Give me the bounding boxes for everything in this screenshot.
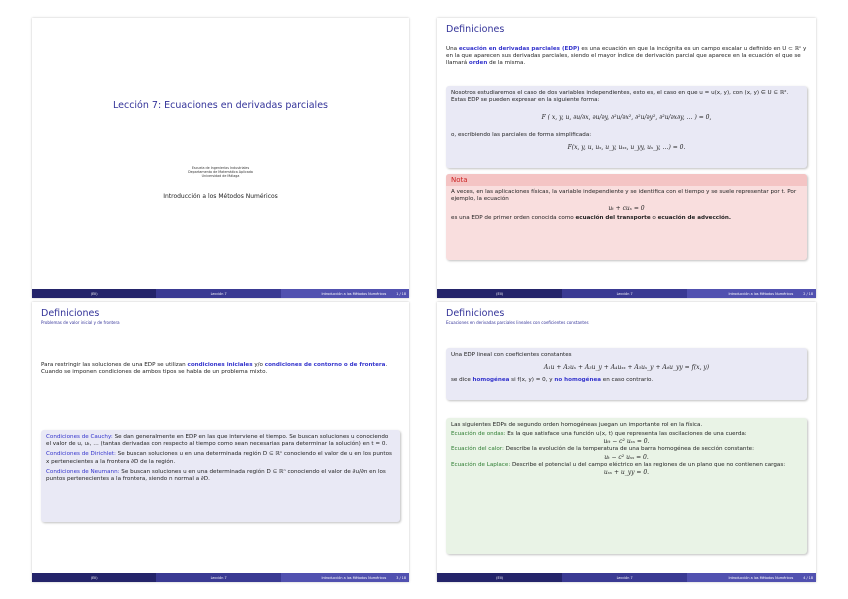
- condition-item: [46, 469, 395, 483]
- equation-text: Es la que satisface una función u(x, t) que representa las oscilaciones de una cuerda:: [507, 431, 747, 438]
- term-orden: orden: [468, 60, 488, 67]
- equation-text: Describe el potencial u del campo eléctrico en las regiones de un plano que no contienen cargas:: [512, 461, 786, 468]
- box-text: Una EDP lineal con coeficientes constantes: [451, 352, 572, 358]
- footer-center: Lección 7: [562, 573, 687, 582]
- condition-term: Condiciones de Dirichlet:: [46, 451, 116, 458]
- slide-4-subtitle: Ecuaciones en derivadas parciales lineales con coeficientes constantes: [446, 320, 589, 325]
- institution-line: Escuela de Ingenierías Industriales: [191, 166, 250, 170]
- definition-paragraph: [446, 46, 807, 68]
- condition-text: Se dan generalmente en EDP en las que interviene el tiempo. Se buscan soluciones u conociendo el valor de u, uₜ, … (tantas derivadas con respecto al tiempo como sean necesarias para determinar la solución) en t = 0.: [46, 434, 389, 448]
- footer-right: [281, 289, 409, 298]
- general-equation: F ( x, y, u, ∂u/∂x, ∂u/∂y, ∂²u/∂x², ∂²u/∂y², ∂²u/∂x∂y, … ) = 0,: [541, 114, 712, 122]
- institution-line: Universidad de Málaga: [201, 174, 240, 179]
- footer-course: Introducción a los Métodos Numéricos: [728, 291, 794, 296]
- footer-center: Lección 7: [156, 573, 280, 582]
- equation-item: [451, 462, 802, 477]
- footer-center: Lección 7: [156, 289, 280, 298]
- institution-line: Departamento de Matemática Aplicada: [188, 170, 253, 175]
- footer-left: (EII): [32, 573, 156, 582]
- equation-item: [451, 446, 802, 461]
- slide-footer: [32, 289, 409, 298]
- slide-4-title: Definiciones: [446, 308, 505, 319]
- two-variables-box: [446, 86, 807, 168]
- slide-footer: [437, 573, 816, 582]
- equation-text: Describe la evolución de la temperatura de una barra homogénea de sección constante:: [505, 446, 754, 453]
- footer-left: (EII): [437, 289, 562, 298]
- page-number: 2 / 18: [803, 291, 813, 296]
- slide-footer: [437, 289, 816, 298]
- footer-left: (EII): [437, 573, 562, 582]
- slide-3-title: Definiciones: [41, 308, 100, 319]
- laplace-equation: uₓₓ + u_yy = 0.: [603, 468, 650, 476]
- conditions-box: [41, 430, 400, 522]
- term-adveccion: ecuación de advección.: [657, 215, 731, 222]
- slide-1-title: Lección 7: Ecuaciones en derivadas parciales: [113, 100, 328, 111]
- page-number: 4 / 18: [803, 575, 813, 580]
- note-title: Nota: [446, 174, 807, 186]
- slide-3: [32, 302, 409, 582]
- footer-right: [281, 573, 409, 582]
- slide-3-subtitle: Problemas de valor inicial y de frontera: [41, 320, 120, 325]
- linear-edp-box: [446, 348, 807, 400]
- footer-course: Introducción a los Métodos Numéricos: [321, 291, 387, 296]
- condition-text: Se buscan soluciones u en una determinada región D ⊆ ℝⁿ conociendo el valor de u en los puntos x pertenecientes a la frontera ∂D de la región.: [46, 451, 392, 465]
- equation-item: [451, 431, 802, 446]
- equation-term: Ecuación de Laplace:: [451, 461, 511, 468]
- note-text: A veces, en las aplicaciones físicas, la variable independiente y se identifica con el tiempo y se suele representar por t. Por ejemplo, la ecuación: [451, 189, 797, 203]
- page-number: 1 / 18: [396, 291, 406, 296]
- footer-right: [687, 573, 816, 582]
- footer-right: [687, 289, 816, 298]
- note-box: [446, 174, 807, 260]
- slide-2: [437, 18, 816, 298]
- wave-equation: uₜₜ − c² uₓₓ = 0.: [603, 438, 650, 446]
- footer-center: Lección 7: [562, 289, 687, 298]
- transport-equation: uₜ + cuₓ = 0: [608, 205, 645, 213]
- condition-item: [46, 451, 395, 465]
- slide-footer: [32, 573, 409, 582]
- restriction-paragraph: [41, 362, 400, 376]
- text-run: se dice: [451, 377, 473, 384]
- institution-block: [32, 166, 409, 179]
- simplified-equation: F(x, y, u, uₓ, u_y, uₓₓ, u_yy, uₓ_y, …) = 0.: [567, 143, 686, 151]
- page-number: 3 / 18: [396, 575, 406, 580]
- box-text-2: o, escribiendo las parciales de forma simplificada:: [451, 132, 592, 139]
- course-name: Introducción a los Métodos Numéricos: [163, 193, 278, 200]
- footer-course: Introducción a los Métodos Numéricos: [321, 575, 387, 580]
- note-conclusion: [451, 215, 802, 222]
- box-text: Las siguientes EDPs de segundo orden homogéneas juegan un importante rol en la física.: [451, 422, 703, 428]
- text-run: Para restringir las soluciones de una EDP se utilizan: [41, 362, 188, 368]
- text-run: y/o: [252, 362, 265, 368]
- condition-term: Condiciones de Neumann:: [46, 468, 120, 475]
- term-transporte: ecuación del transporte: [575, 215, 651, 222]
- physics-equations-box: [446, 418, 807, 554]
- text-run: es una EDP de primer orden conocida como: [451, 215, 576, 222]
- condition-term: Condiciones de Cauchy:: [46, 434, 113, 440]
- slide-2-title: Definiciones: [446, 24, 505, 35]
- term-no-homogenea: no homogénea: [554, 377, 602, 384]
- equation-term: Ecuación de ondas:: [451, 431, 506, 438]
- homogeneous-definition: [451, 377, 802, 384]
- footer-course: Introducción a los Métodos Numéricos: [728, 575, 794, 580]
- text-run: de la misma.: [487, 60, 526, 67]
- text-run: es una ecuación en que la incógnita es un campo escalar u definido en U ⊂ ℝⁿ y en la que aparecen sus derivadas parciales, siendo el mayor índice de derivación parcial que aparece en la ecuación el que se llamará: [446, 46, 807, 67]
- heat-equation: uₜ − c² uₓₓ = 0.: [604, 453, 649, 461]
- slide-4: [437, 302, 816, 582]
- term-contorno: condiciones de contorno o de frontera: [264, 362, 386, 368]
- text-run: . Cuando se imponen condiciones de ambos tipos se habla de un problema mixto.: [41, 362, 388, 376]
- linear-equation: A₁u + A₂uₓ + A₃u_y + A₄uₓₓ + A₅uₓ_y + A₆u_yy = f(x, y): [543, 364, 710, 372]
- term-homogenea: homogénea: [472, 377, 510, 384]
- condition-item: [46, 434, 395, 448]
- condition-text: Se buscan soluciones u en una determinada región D ⊆ ℝⁿ conociendo el valor de ∂u/∂n en los puntos pertenecientes a la frontera, siendo n normal a ∂D.: [46, 468, 386, 483]
- term-iniciales: condiciones iniciales: [187, 362, 253, 368]
- text-run: si f(x, y) = 0, y: [509, 377, 555, 384]
- term-edp: ecuación en derivadas parciales (EDP): [458, 46, 580, 52]
- slide-1: [32, 18, 409, 298]
- text-run: Una: [446, 46, 459, 52]
- box-text: Nosotros estudiaremos el caso de dos variables independientes, esto es, el caso en que u = u(x, y), con (x, y) ∈ U ⊆ ℝ². Estas EDP se pueden expresar en la siguiente forma:: [451, 90, 789, 104]
- text-run: en caso contrario.: [601, 377, 654, 384]
- text-run: o: [650, 215, 658, 222]
- footer-left: (EII): [32, 289, 156, 298]
- equation-term: Ecuación del calor:: [451, 446, 504, 453]
